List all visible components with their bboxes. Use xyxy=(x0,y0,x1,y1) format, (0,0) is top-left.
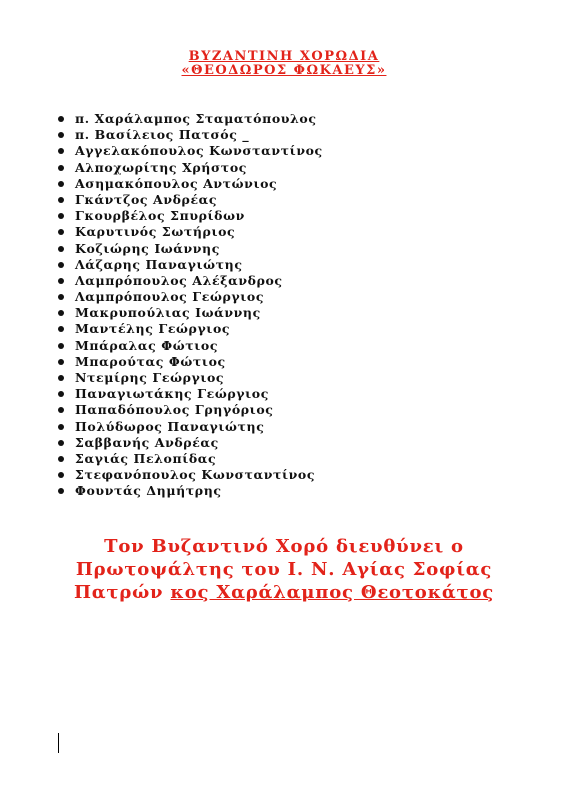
choir-subtitle: «ΘΕΟΔΩΡΟΣ ΦΩΚΑΕΥΣ» xyxy=(181,63,387,78)
member-name: Μακρυπούλιας Ιωάννης xyxy=(75,305,261,321)
list-item xyxy=(56,192,323,208)
list-item xyxy=(56,321,323,337)
bullet-icon xyxy=(58,456,64,462)
bullet-icon xyxy=(58,165,64,171)
member-name: Λαμπρόπουλος Αλέξανδρος xyxy=(75,272,283,288)
member-name: Ασημακόπουλος Αντώνιος xyxy=(75,175,278,191)
member-name: Παναγιωτάκης Γεώργιος xyxy=(75,386,269,402)
bullet-icon xyxy=(58,181,64,187)
member-name: Αλποχωρίτης Χρήστος xyxy=(75,159,247,175)
member-name: Μαντέλης Γεώργιος xyxy=(75,321,231,337)
bullet-icon xyxy=(58,148,64,154)
member-name: Πολύδωρος Παναγιώτης xyxy=(75,418,265,434)
list-item xyxy=(56,338,323,354)
bullet-icon xyxy=(58,116,64,122)
bullet-icon xyxy=(58,326,64,332)
list-item xyxy=(56,143,323,159)
bullet-icon xyxy=(58,343,64,349)
member-name: Γκουρβέλος Σπυρίδων xyxy=(75,208,245,224)
director-line-2: Πρωτοψάλτης του Ι. Ν. Αγίας Σοφίας xyxy=(75,559,493,580)
list-item xyxy=(56,111,323,127)
bullet-icon xyxy=(58,132,64,138)
member-name: Στεφανόπουλος Κωνσταντίνος xyxy=(75,467,316,483)
bullet-icon xyxy=(58,262,64,268)
list-item xyxy=(56,483,323,499)
member-name: Αγγελακόπουλος Κωνσταντίνος xyxy=(75,143,323,159)
bullet-icon xyxy=(58,407,64,413)
member-name: Γκάντζος Ανδρέας xyxy=(75,191,218,207)
member-name: Κοζιώρης Ιωάννης xyxy=(75,240,220,256)
list-item xyxy=(56,402,323,418)
bullet-icon xyxy=(58,472,64,478)
list-item xyxy=(56,127,323,143)
list-item xyxy=(56,451,323,467)
list-item xyxy=(56,370,323,386)
bullet-icon xyxy=(58,294,64,300)
member-name: Μπάραλας Φώτιος xyxy=(75,337,219,353)
bullet-icon xyxy=(58,391,64,397)
member-name: Παπαδόπουλος Γρηγόριος xyxy=(75,402,274,418)
list-item xyxy=(56,386,323,402)
bullet-icon xyxy=(58,278,64,284)
director-paragraph xyxy=(0,535,568,604)
bullet-icon xyxy=(58,213,64,219)
bullet-icon xyxy=(58,488,64,494)
list-item xyxy=(56,305,323,321)
list-item xyxy=(56,273,323,289)
director-line-3 xyxy=(0,581,568,604)
choir-heading xyxy=(0,50,568,78)
list-item xyxy=(56,467,323,483)
text-cursor xyxy=(58,733,59,753)
bullet-icon xyxy=(58,246,64,252)
bullet-icon xyxy=(58,197,64,203)
list-item xyxy=(56,224,323,240)
choir-title: ΒΥΖΑΝΤΙΝΗ ΧΟΡΩΔΙΑ xyxy=(188,49,380,64)
member-name: Μπαρούτας Φώτιος xyxy=(75,353,226,369)
bullet-icon xyxy=(58,440,64,446)
bullet-icon xyxy=(58,310,64,316)
member-name: Λαμπρόπουλος Γεώργιος xyxy=(75,289,265,305)
member-name: Λάζαρης Παναγιώτης xyxy=(75,256,243,272)
member-name: π. Βασίλειος Πατσός _ xyxy=(75,127,250,143)
director-city: Πατρών xyxy=(73,582,171,603)
list-item xyxy=(56,419,323,435)
list-item xyxy=(56,160,323,176)
list-item xyxy=(56,208,323,224)
bullet-icon xyxy=(58,359,64,365)
member-name: Σαγιάς Πελοπίδας xyxy=(75,450,217,466)
member-name: Φουντάς Δημήτρης xyxy=(75,483,222,499)
member-name: Σαββανής Ανδρέας xyxy=(75,434,219,450)
director-name: κος Χαράλαμπος Θεοτοκάτος xyxy=(170,582,495,603)
list-item xyxy=(56,176,323,192)
member-name: π. Χαράλαμπος Σταματόπουλος xyxy=(75,111,317,126)
list-item xyxy=(56,435,323,451)
list-item xyxy=(56,257,323,273)
bullet-icon xyxy=(58,229,64,235)
director-line-1: Τον Βυζαντινό Χορό διευθύνει ο xyxy=(104,536,464,557)
list-item xyxy=(56,289,323,305)
members-list xyxy=(56,111,323,500)
bullet-icon xyxy=(58,424,64,430)
member-name: Καρυτινός Σωτήριος xyxy=(75,224,236,240)
member-name: Ντεμίρης Γεώργιος xyxy=(75,370,225,385)
list-item xyxy=(56,354,323,370)
bullet-icon xyxy=(58,375,64,381)
list-item xyxy=(56,241,323,257)
